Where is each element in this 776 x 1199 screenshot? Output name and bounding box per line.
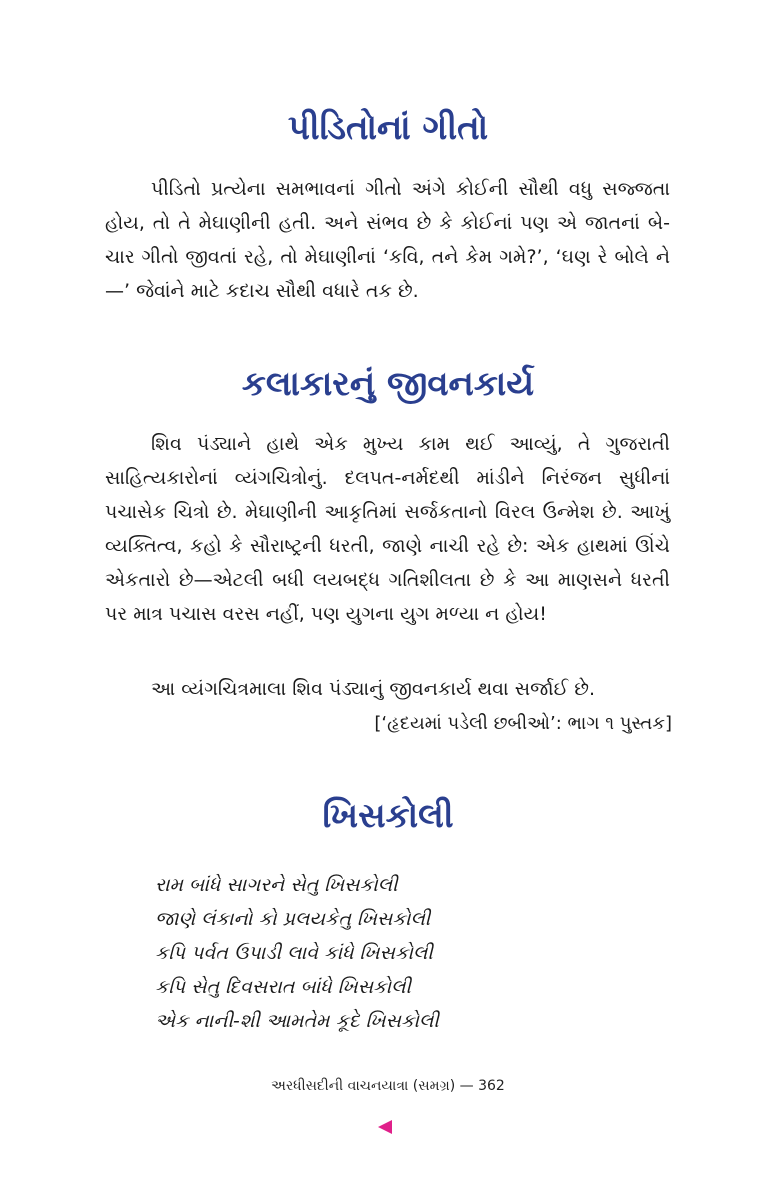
section-title-pidito: પીડિતોનાં ગીતો <box>287 108 489 148</box>
poem-line: રામ બાંધે સાગરને સેતુ ખિસકોલી <box>155 874 398 896</box>
paragraph-pidito-text: પીડિતો પ્રત્યેના સમભાવનાં ગીતો અંગે કોઈની સૌથી વધુ સજ્જતા હોય, તો તે મેઘાણીની હતી. અને સંભવ છે કે કોઈનાં પણ એ જાતનાં બે-ચાર ગીતો જીવતાં રહે, તો મેઘાણીનાં ‘કવિ, તને કેમ ગમે?’, ‘ઘણ રે બોલે ને—’ જેવાંને માટે કદાચ સૌથી વધારે તક છે. <box>105 178 670 302</box>
poem-line: કપિ પર્વત ઉપાડી લાવે કાંધે ખિસકોલી <box>155 942 433 964</box>
section-title-khiskoli: ખિસકોલી <box>322 796 454 836</box>
footer-page-number: 362 <box>478 1078 505 1094</box>
paragraph-kalakar-2 <box>105 672 670 706</box>
paragraph-kalakar-1-text: શિવ પંડ્યાને હાથે એક મુખ્ય કામ થઈ આવ્યું, તે ગુજરાતી સાહિત્યકારોનાં વ્યંગચિત્રોનું. દલપત-નર્મદથી માંડીને નિરંજન સુધીનાં પચાસેક ચિત્રો છે. મેઘાણીની આકૃતિમાં સર્જકતાનો વિરલ ઉન્મેશ છે. આખું વ્યક્તિત્વ, કહો કે સૌરાષ્ટ્રની ધરતી, જાણે નાચી રહે છે: એક હાથમાં ઊંચે એકતારો છે—એટલી બધી લયબદ્ધ ગતિશીલતા છે કે આ માણસને ધરતી પર માત્ર પચાસ વરસ નહીં, પણ યુગના યુગ મળ્યા ન હોય! <box>105 433 670 625</box>
poem-line: જાણે લંકાનો કો પ્રલયકેતુ ખિસકોલી <box>155 908 431 930</box>
poem-khiskoli <box>155 868 675 1038</box>
source-citation: [‘હૃદયમાં પડેલી છબીઓ’: ભાગ ૧ પુસ્તક] <box>374 713 672 734</box>
poem-line: એક નાની-શી આમતેમ કૂદે ખિસકોલી <box>155 1010 439 1032</box>
section-title-kalakar: કલાકારનું જીવનકાર્ય <box>241 364 535 404</box>
paragraph-kalakar-1 <box>105 427 670 631</box>
poem-line: કપિ સેતુ દિવસરાત બાંધે ખિસકોલી <box>155 976 411 998</box>
footer-separator: — <box>455 1078 479 1094</box>
page-footer <box>0 1078 776 1094</box>
paragraph-kalakar-2-text: આ વ્યંગચિત્રમાલા શિવ પંડ્યાનું જીવનકાર્ય થવા સર્જાઈ છે. <box>151 678 596 700</box>
previous-page-arrow-icon[interactable] <box>378 1120 392 1134</box>
footer-book-title: અરધીસદીની વાચનયાત્રા (સમગ્ર) <box>271 1078 456 1094</box>
paragraph-pidito <box>105 172 670 308</box>
